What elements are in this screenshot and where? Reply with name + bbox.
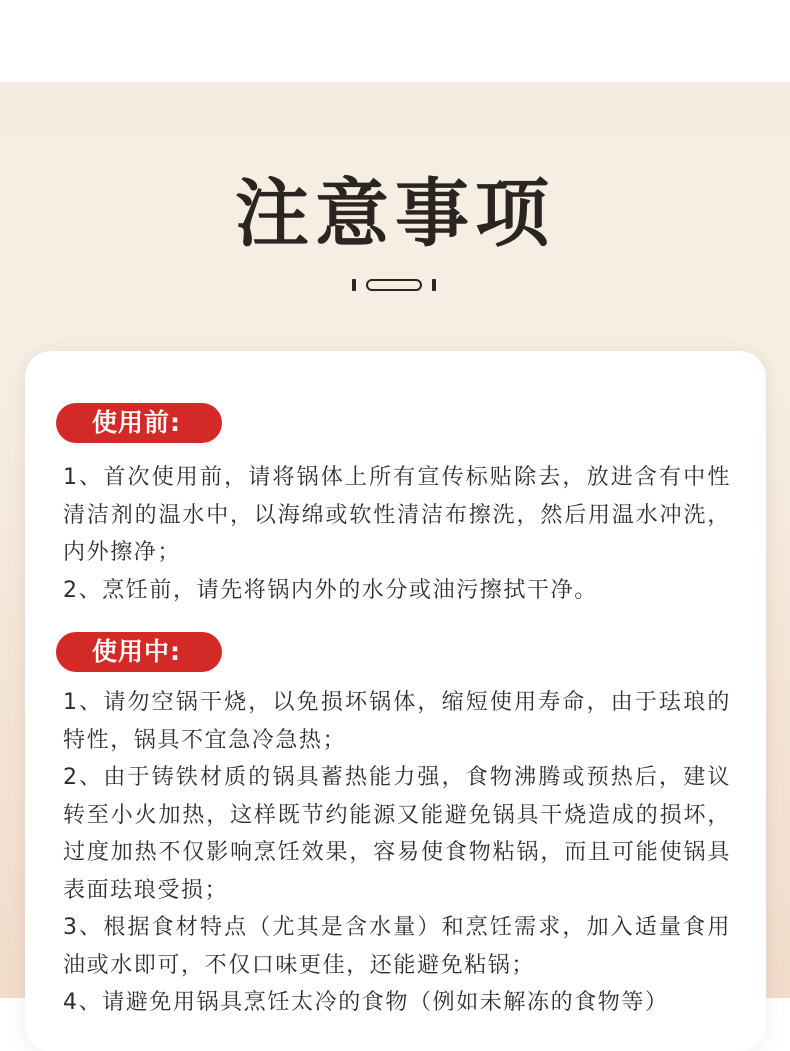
page-title: 注意事项 xyxy=(235,171,555,257)
top-white-strip xyxy=(0,0,790,82)
list-item: 2、烹饪前，请先将锅内外的水分或油污擦拭干净。 xyxy=(63,577,598,603)
section-body-during-use xyxy=(63,684,731,1022)
list-item: 2、由于铸铁材质的锅具蓄热能力强，食物沸腾或预热后，建议转至小火加热，这样既节约能源又能避免锅具干烧造成的损坏，过度加热不仅影响烹饪效果，容易使食物粘锅，而且可能使锅具表面珐琅受损； xyxy=(63,765,731,903)
title-divider-ornament xyxy=(352,276,438,294)
ornament-right-bar xyxy=(432,279,436,291)
list-item: 4、请避免用锅具烹饪太冷的食物（例如未解冻的食物等） xyxy=(63,990,669,1015)
list-item: 1、首次使用前，请将锅体上所有宣传标贴除去，放进含有中性清洁剂的温水中，以海绵或软性清洁布擦洗，然后用温水冲洗，内外擦净； xyxy=(63,465,731,565)
section-body-before-use xyxy=(63,459,731,609)
ornament-pill xyxy=(366,279,422,291)
section-label-before-use: 使用前: xyxy=(56,403,222,443)
ornament-left-bar xyxy=(352,279,356,291)
section-label-during-use: 使用中: xyxy=(56,632,222,672)
list-item: 1、请勿空锅干烧，以免损坏锅体，缩短使用寿命，由于珐琅的特性，锅具不宜急冷急热； xyxy=(63,690,731,753)
list-item: 3、根据食材特点（尤其是含水量）和烹饪需求，加入适量食用油或水即可，不仅口味更佳，还能避免粘锅； xyxy=(63,915,731,978)
